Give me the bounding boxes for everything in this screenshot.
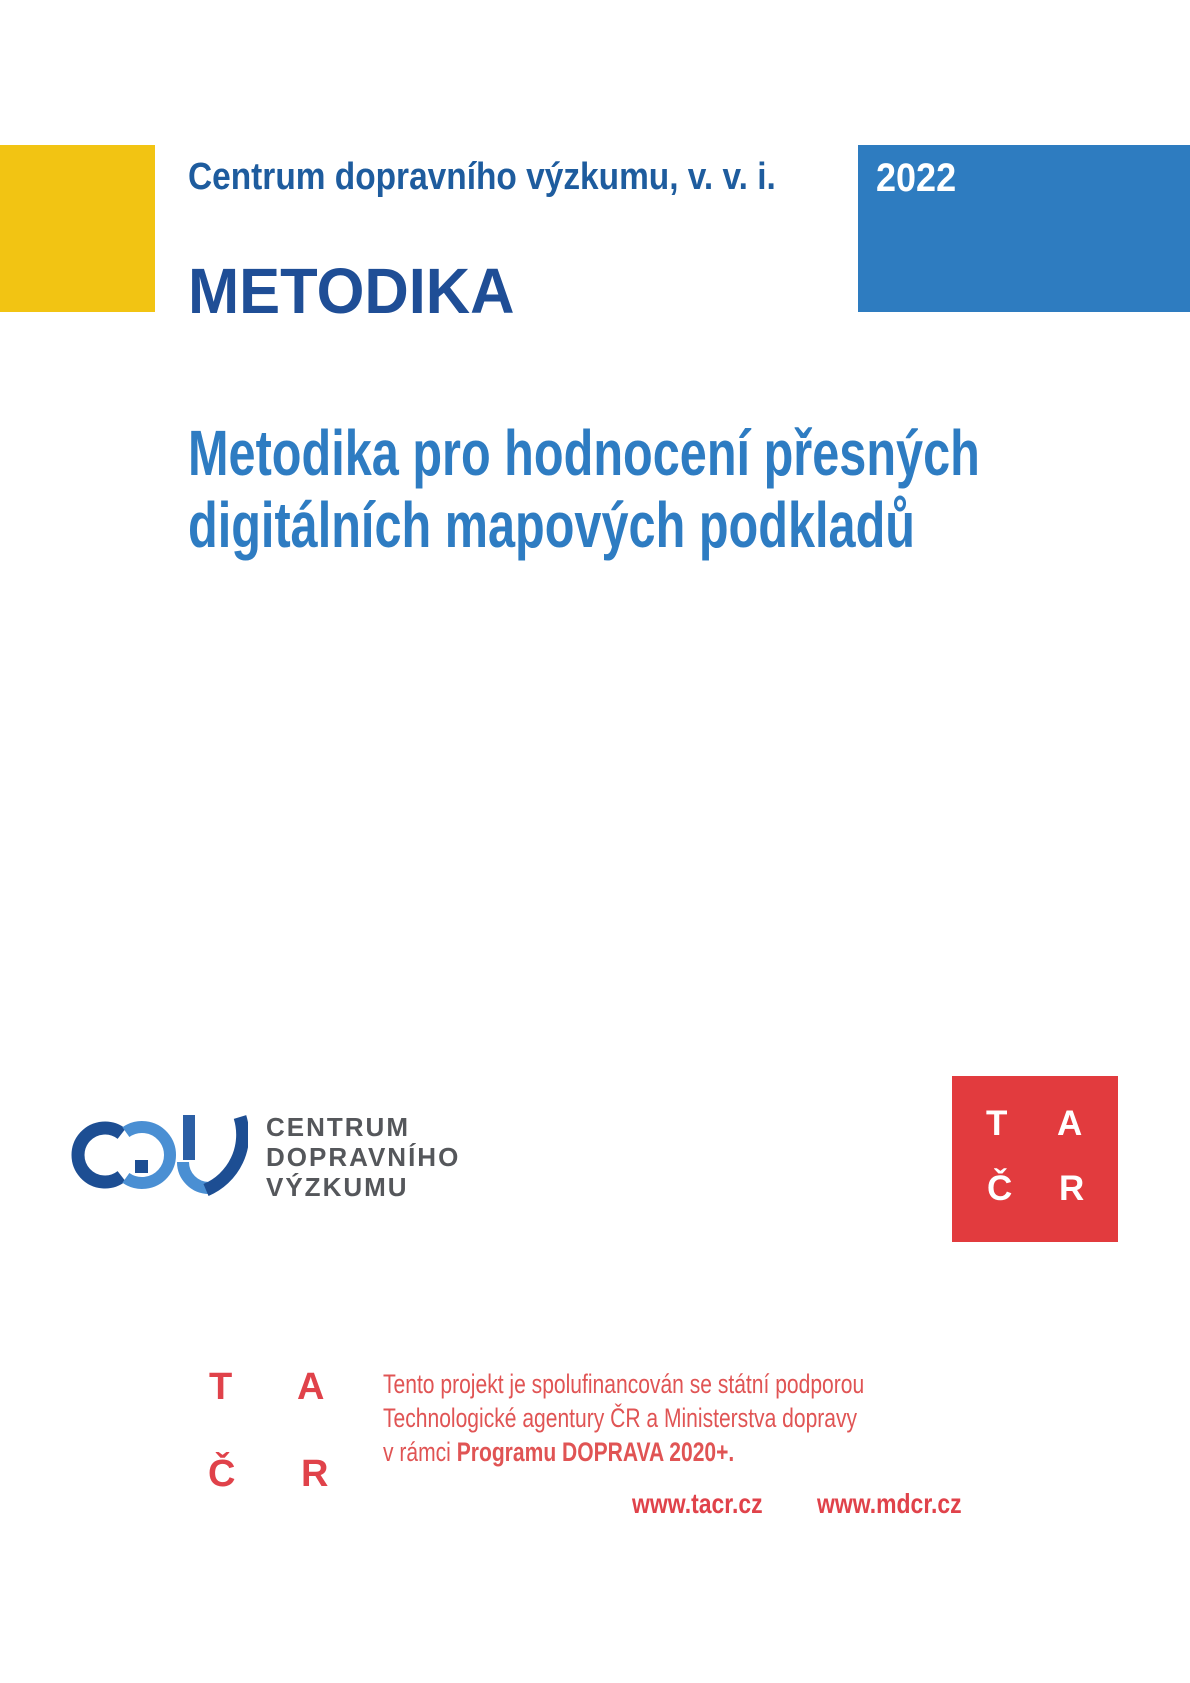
year-label: 2022 [876, 156, 957, 200]
cdv-c-glyph [78, 1128, 122, 1182]
cdv-v-bar [183, 1115, 195, 1160]
cdv-logo-mark [70, 1113, 248, 1201]
yellow-accent-square [0, 145, 155, 312]
funding-line1: Tento projekt je spolufinancován se státní podporou [383, 1369, 865, 1399]
org-name: Centrum dopravního výzkumu, v. v. i. [188, 156, 776, 198]
cdv-d-square [135, 1160, 148, 1173]
tacr-square-letter-a: A [1057, 1104, 1083, 1143]
cdv-wordmark-line3: VÝZKUMU [266, 1172, 409, 1202]
tacr-bottom-letter-r: R [301, 1453, 329, 1495]
tacr-square-logo [952, 1076, 1118, 1242]
funding-line3-regular: v rámci [383, 1437, 457, 1467]
cdv-v-stroke [206, 1117, 243, 1190]
funding-line3-bold: Programu DOPRAVA 2020+. [456, 1437, 735, 1467]
doc-type-label: METODIKA [188, 255, 515, 327]
year-box [858, 145, 1190, 312]
cdv-wordmark-line2: DOPRAVNÍHO [266, 1142, 461, 1172]
report-title-line2: digitálních mapových podkladů [188, 489, 915, 561]
tacr-bottom-letter-c: Č [208, 1453, 236, 1495]
cdv-d-glyph [126, 1127, 170, 1183]
tacr-bottom-letter-t: T [209, 1366, 233, 1408]
funding-note [383, 1367, 1000, 1469]
cdv-wordmark [266, 1112, 460, 1202]
tacr-square-letter-t: T [986, 1104, 1008, 1143]
tacr-square-letter-r: R [1059, 1169, 1085, 1208]
tacr-square-letter-c: Č [987, 1169, 1013, 1208]
tacr-website-link[interactable]: www.tacr.cz [632, 1488, 763, 1519]
cdv-wordmark-line1: CENTRUM [266, 1112, 410, 1142]
report-title-line1: Metodika pro hodnocení přesných [188, 417, 980, 489]
tacr-bottom-letter-a: A [297, 1366, 325, 1408]
funding-line3 [383, 1435, 864, 1469]
report-title [188, 417, 980, 561]
funding-line2: Technologické agentury ČR a Ministerstva dopravy [383, 1403, 858, 1433]
mdcr-website-link[interactable]: www.mdcr.cz [817, 1488, 962, 1519]
cdv-logo [70, 1113, 470, 1203]
